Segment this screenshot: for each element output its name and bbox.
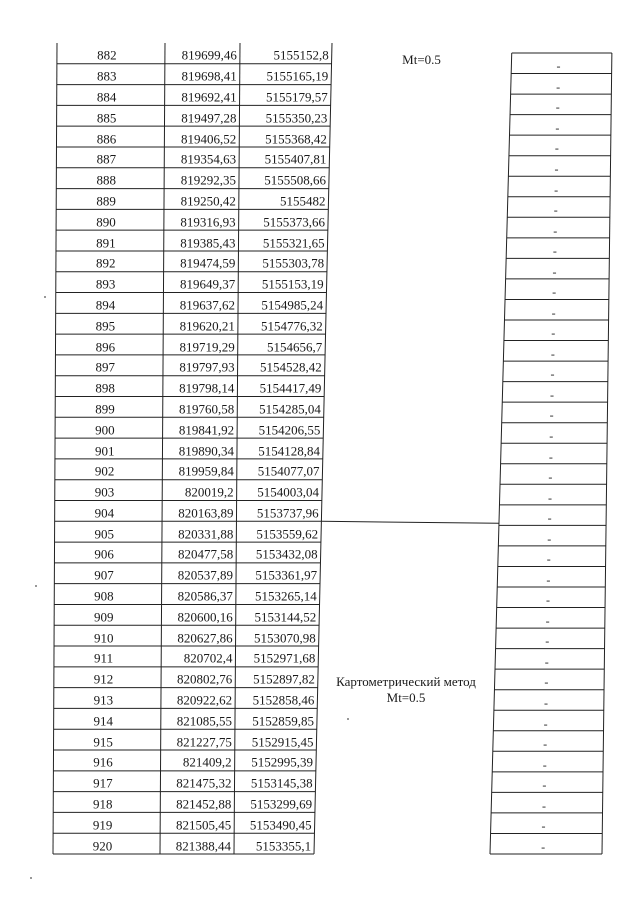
- point-number: 911: [94, 650, 114, 666]
- point-number: 913: [93, 692, 114, 708]
- accuracy-value: -: [544, 654, 549, 669]
- accuracy-value: -: [546, 552, 551, 567]
- point-number: 895: [95, 318, 116, 334]
- point-number: 917: [93, 775, 113, 791]
- point-number: 906: [94, 546, 114, 562]
- accuracy-value: -: [552, 244, 557, 259]
- method-note-line: Картометрический метод: [336, 674, 476, 689]
- accuracy-value: -: [549, 428, 554, 443]
- y-coordinate: 5155350,23: [265, 110, 328, 126]
- y-coordinate: 5153070,98: [254, 630, 316, 646]
- accuracy-value: -: [552, 285, 557, 300]
- y-coordinate: 5155303,78: [262, 255, 325, 271]
- x-coordinate: 821409,2: [182, 754, 232, 770]
- y-coordinate: 5154985,24: [261, 297, 324, 313]
- x-coordinate: 821452,88: [176, 796, 232, 812]
- y-coordinate: 5154656,7: [267, 339, 323, 355]
- y-coordinate: 5155482: [279, 193, 326, 209]
- accuracy-value: -: [556, 59, 561, 74]
- point-number: 891: [96, 235, 116, 251]
- y-coordinate: 5155165,19: [266, 68, 329, 84]
- point-number: 888: [96, 172, 116, 188]
- y-coordinate: 5154003,04: [257, 484, 320, 500]
- x-coordinate: 819760,58: [179, 401, 235, 417]
- y-coordinate: 5153145,38: [250, 775, 313, 791]
- x-coordinate: 819316,93: [180, 214, 236, 230]
- point-number: 904: [94, 505, 115, 521]
- x-coordinate: 821388,44: [175, 838, 232, 854]
- x-coordinate: 819649,37: [179, 276, 236, 292]
- x-coordinate: 820600,16: [177, 609, 233, 625]
- accuracy-value: -: [555, 100, 560, 115]
- accuracy-value: -: [554, 141, 559, 156]
- x-coordinate: 819692,41: [181, 89, 237, 105]
- y-coordinate: 5154417,49: [259, 380, 322, 396]
- method-note-line: Mt=0.5: [402, 52, 441, 67]
- accuracy-value: -: [542, 757, 547, 772]
- y-coordinate: 5155179,57: [266, 89, 328, 105]
- point-number: 900: [95, 422, 115, 438]
- y-coordinate: 5153144,52: [254, 609, 317, 625]
- x-coordinate: 819890,34: [178, 443, 234, 458]
- y-coordinate: 5152859,85: [252, 713, 314, 729]
- point-number: 893: [95, 276, 116, 292]
- point-number: 901: [94, 443, 115, 458]
- y-coordinate: 5153355,1: [255, 838, 312, 854]
- x-coordinate: 819292,35: [180, 172, 236, 188]
- point-number: 915: [93, 734, 113, 750]
- accuracy-value: -: [541, 798, 546, 813]
- accuracy-value: -: [547, 511, 552, 526]
- accuracy-value: -: [550, 387, 555, 402]
- y-coordinate: 5153265,14: [254, 588, 317, 604]
- y-coordinate: 5152915,45: [251, 734, 314, 750]
- x-coordinate: 821505,45: [175, 817, 232, 833]
- accuracy-value: -: [542, 778, 547, 793]
- x-coordinate: 820802,76: [177, 671, 233, 687]
- x-coordinate: 819959,84: [178, 463, 234, 479]
- y-coordinate: 5155508,66: [264, 172, 326, 188]
- y-coordinate: 5155373,66: [263, 214, 326, 230]
- y-coordinate: 5155368,42: [265, 131, 327, 147]
- accuracy-value: -: [549, 408, 554, 423]
- accuracy-value: -: [548, 470, 553, 485]
- y-coordinate: 5155407,81: [264, 151, 327, 167]
- x-coordinate: 819699,46: [181, 47, 237, 63]
- y-coordinate: 5152971,68: [253, 650, 316, 666]
- point-number: 912: [93, 671, 114, 687]
- accuracy-value: -: [546, 572, 551, 587]
- x-coordinate: 820627,86: [177, 630, 233, 646]
- y-coordinate: 5155153,19: [261, 276, 324, 292]
- x-coordinate: 820586,37: [177, 588, 233, 604]
- accuracy-value: -: [553, 223, 558, 238]
- point-number: 885: [96, 110, 117, 126]
- y-coordinate: 5153361,97: [255, 567, 318, 583]
- point-number: 882: [97, 47, 117, 63]
- y-coordinate: 5154077,07: [257, 463, 320, 479]
- accuracy-value: -: [541, 839, 546, 854]
- point-number: 909: [94, 609, 114, 625]
- accuracy-value: -: [556, 79, 561, 94]
- point-number: 910: [93, 630, 114, 646]
- y-coordinate: 5153490,45: [249, 817, 312, 833]
- point-number: 920: [92, 838, 113, 854]
- point-number: 899: [95, 401, 115, 417]
- method-note-line: Mt=0.5: [386, 690, 426, 705]
- point-number: 894: [95, 297, 116, 313]
- point-number: 898: [95, 380, 115, 396]
- accuracy-value: -: [545, 593, 550, 608]
- x-coordinate: 819354,63: [180, 151, 237, 167]
- x-coordinate: 819474,59: [180, 255, 236, 271]
- y-coordinate: 5154776,32: [260, 318, 323, 334]
- y-coordinate: 5154206,55: [258, 422, 321, 438]
- accuracy-value: -: [544, 675, 549, 690]
- point-number: 897: [95, 359, 115, 375]
- point-number: 914: [93, 713, 113, 729]
- accuracy-value: -: [541, 819, 546, 834]
- x-coordinate: 819637,62: [179, 297, 236, 313]
- y-coordinate: 5152995,39: [251, 754, 314, 770]
- accuracy-value: -: [543, 695, 548, 710]
- y-coordinate: 5155321,65: [262, 235, 325, 251]
- x-coordinate: 819698,41: [181, 68, 237, 84]
- x-coordinate: 821085,55: [176, 713, 232, 729]
- x-coordinate: 820702,4: [183, 650, 233, 666]
- x-coordinate: 820477,58: [177, 546, 234, 562]
- y-coordinate: 5154528,42: [260, 359, 322, 375]
- y-coordinate: 5152897,82: [253, 671, 315, 687]
- point-number: 890: [96, 214, 116, 230]
- point-number: 887: [96, 151, 117, 167]
- method-note: [318, 674, 495, 706]
- x-coordinate: 819797,93: [179, 359, 235, 375]
- accuracy-value: -: [550, 346, 555, 361]
- point-number: 884: [96, 89, 117, 105]
- point-number: 905: [94, 526, 115, 542]
- x-coordinate: 821475,32: [176, 775, 232, 791]
- accuracy-value: -: [553, 203, 558, 218]
- x-coordinate: 821227,75: [176, 734, 232, 750]
- point-number: 883: [97, 68, 117, 84]
- point-number: 896: [95, 339, 116, 355]
- accuracy-value: -: [550, 367, 555, 382]
- y-coordinate: 5155152,8: [273, 47, 329, 63]
- accuracy-value: -: [548, 449, 553, 464]
- method-note: [332, 52, 512, 68]
- accuracy-value: -: [552, 264, 557, 279]
- x-coordinate: 819620,21: [179, 318, 235, 334]
- y-coordinate: 5152858,46: [252, 692, 315, 708]
- accuracy-value: -: [547, 531, 552, 546]
- x-coordinate: 819798,14: [179, 380, 235, 396]
- accuracy-value: -: [545, 613, 550, 628]
- x-coordinate: 819250,42: [180, 193, 236, 209]
- accuracy-value: -: [543, 737, 548, 752]
- accuracy-value: -: [554, 182, 559, 197]
- x-coordinate: 820331,88: [178, 526, 234, 542]
- y-coordinate: 5153432,08: [255, 546, 318, 562]
- point-number: 916: [93, 754, 113, 770]
- x-coordinate: 819841,92: [178, 422, 235, 438]
- point-number: 889: [96, 193, 116, 209]
- point-number: 903: [94, 484, 115, 500]
- accuracy-value: -: [548, 490, 553, 505]
- x-coordinate: 820163,89: [178, 505, 234, 521]
- accuracy-value: -: [545, 634, 550, 649]
- accuracy-value: -: [543, 716, 548, 731]
- accuracy-value: -: [551, 326, 556, 341]
- x-coordinate: 820537,89: [177, 567, 234, 583]
- y-coordinate: 5153559,62: [256, 526, 319, 542]
- point-number: 908: [94, 588, 114, 604]
- y-coordinate: 5154285,04: [259, 401, 321, 417]
- y-coordinate: 5153737,96: [256, 505, 319, 521]
- x-coordinate: 819385,43: [180, 235, 236, 251]
- y-coordinate: 5153299,69: [250, 796, 313, 812]
- x-coordinate: 819497,28: [181, 110, 237, 126]
- x-coordinate: 819719,29: [179, 339, 235, 355]
- x-coordinate: 819406,52: [181, 131, 237, 147]
- point-number: 902: [94, 463, 115, 479]
- y-coordinate: 5154128,84: [258, 443, 320, 458]
- accuracy-value: -: [554, 161, 559, 176]
- x-coordinate: 820922,62: [176, 692, 233, 708]
- point-number: 907: [94, 567, 114, 583]
- accuracy-value: -: [551, 305, 556, 320]
- point-number: 886: [96, 131, 117, 147]
- point-number: 918: [93, 796, 113, 812]
- point-number: 892: [96, 255, 116, 271]
- x-coordinate: 820019,2: [184, 484, 234, 500]
- accuracy-value: -: [555, 120, 560, 135]
- point-number: 919: [92, 817, 113, 833]
